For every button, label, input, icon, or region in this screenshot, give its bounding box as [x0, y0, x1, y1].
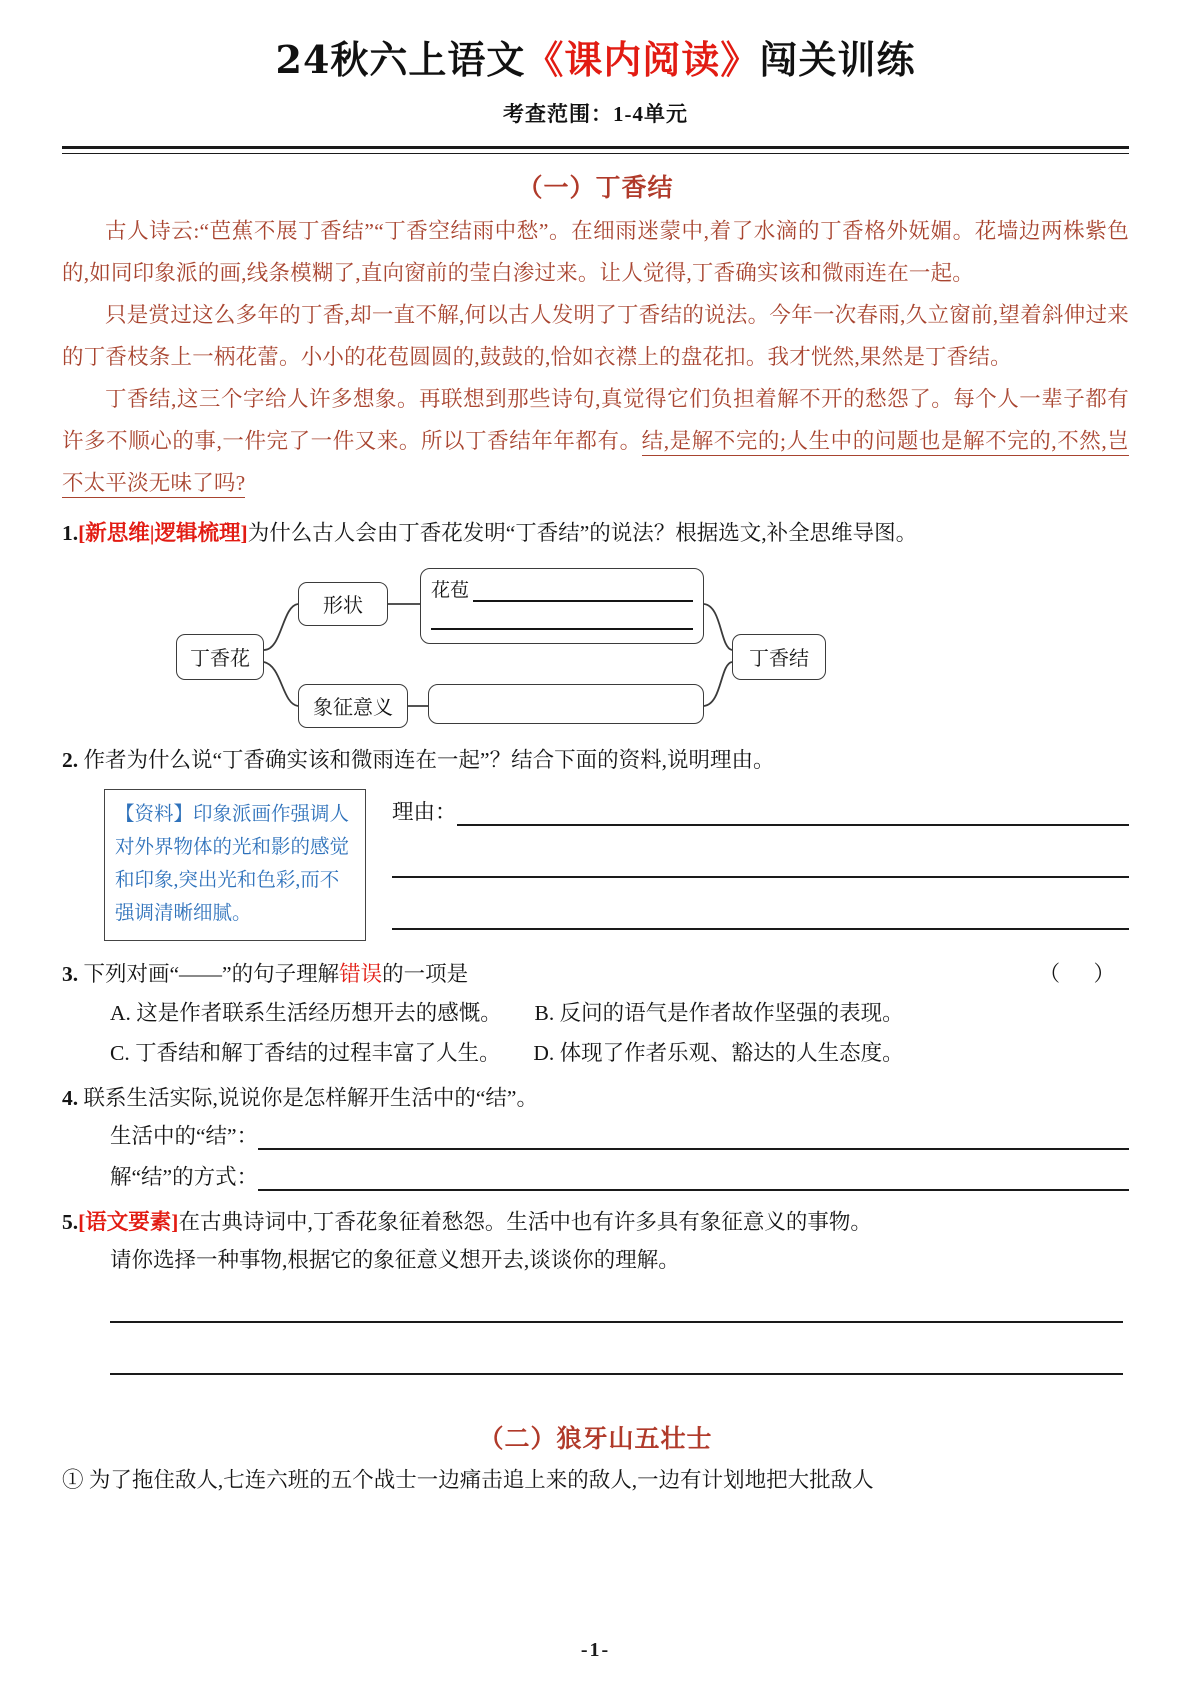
resource-label: 【资料】 [115, 803, 194, 825]
question-5-number: 5. [62, 1209, 79, 1234]
question-4-blank-1-input[interactable] [258, 1128, 1129, 1150]
question-5-blank-line[interactable] [110, 1321, 1123, 1323]
title-prefix: 24秋六上语文 [275, 37, 526, 82]
exam-scope-subtitle: 考查范围：1-4单元 [503, 101, 688, 126]
question-1 [62, 514, 1129, 552]
passage-paragraph [62, 378, 1129, 504]
reason-blank-line[interactable] [392, 928, 1129, 930]
page-title [62, 0, 1129, 84]
question-2 [62, 741, 1129, 779]
passage-body [62, 210, 1129, 504]
mindmap-answer-box-shape[interactable] [420, 568, 704, 644]
question-3-text-before: 下列对画“——”的句子理解 [83, 961, 340, 986]
passage-paragraph: 只是赏过这么多年的丁香,却一直不解,何以古人发明了丁香结的说法。今年一次春雨,久立窗前,望着斜伸过来的丁香枝条上一柄花蕾。小小的花苞圆圆的,鼓鼓的,恰如衣襟上的盘花扣。我才恍然,果然是丁香结。 [62, 302, 1129, 369]
question-3-number: 3. [62, 961, 79, 986]
option-key: C. [110, 1040, 130, 1065]
option-text[interactable]: 体现了作者乐观、豁达的人生态度。 [559, 1040, 904, 1065]
question-5-blank-line[interactable] [110, 1373, 1123, 1375]
section-two-text: 为了拖住敌人,七连六班的五个战士一边痛击追上来的敌人,一边有计划地把大批敌人 [88, 1467, 874, 1492]
reason-blank-line[interactable] [457, 802, 1129, 826]
mindmap-node-root [176, 634, 264, 680]
mindmap-blank-line[interactable] [431, 602, 693, 630]
section-one-heading: （一）丁香结 [517, 174, 674, 202]
question-5-line-1: 在古典诗词中,丁香花象征着愁怨。生活中也有许多具有象征意义的事物。 [178, 1209, 872, 1234]
question-5-tag: [语文要素] [78, 1209, 179, 1234]
mindmap-node-result [732, 634, 826, 680]
question-3-options-row [62, 993, 1129, 1033]
option-key: D. [533, 1040, 555, 1065]
reason-blank-line[interactable] [392, 876, 1129, 878]
title-suffix: 闯关训练 [759, 37, 916, 82]
reason-label: 理由： [392, 799, 457, 824]
question-4-blank-row-1 [62, 1119, 1129, 1150]
question-3-text-emphasis: 错误 [339, 961, 383, 986]
mindmap-result-label: 丁香结 [749, 648, 809, 670]
passage-underlined-text: 结,是解不完的;人生中的问题也是解不完的,不然,岂不太平淡无味了吗? [62, 429, 1129, 498]
question-4-number: 4. [62, 1085, 79, 1110]
question-4-blank-2-label: 解“结”的方式： [110, 1164, 259, 1189]
question-4-blank-1-label: 生活中的“结”： [110, 1123, 259, 1148]
mindmap-shape-label: 形状 [323, 595, 363, 617]
option-key: A. [110, 1000, 131, 1025]
mindmap-box-prefill-text: 花苞 [431, 579, 470, 601]
mindmap-node-symbol [298, 684, 408, 728]
option-text[interactable]: 丁香结和解丁香结的过程丰富了人生。 [135, 1040, 501, 1065]
title-book-name: 《课内阅读》 [525, 37, 760, 82]
question-4-text: 联系生活实际,说说你是怎样解开生活中的“结”。 [83, 1085, 538, 1110]
question-1-tag: [新思维|逻辑梳理] [78, 520, 248, 545]
question-3 [62, 955, 1129, 993]
resource-box [104, 789, 366, 941]
paragraph-marker-1: ① [62, 1467, 84, 1492]
mindmap-root-label: 丁香花 [190, 648, 250, 670]
question-1-text: 为什么古人会由丁香花发明“丁香结”的说法？根据选文,补全思维导图。 [247, 520, 918, 545]
reason-answer-block [392, 789, 1129, 930]
mindmap-diagram [170, 566, 830, 731]
passage-paragraph: 古人诗云:“芭蕉不展丁香结”“丁香空结雨中愁”。在细雨迷蒙中,着了水滴的丁香格外妩媚。花墙边两株紫色的,如同印象派的画,线条模糊了,直向窗前的莹白渗过来。让人觉得,丁香确实该和微雨连在一起。 [62, 218, 1129, 285]
mindmap-blank-line[interactable] [473, 580, 693, 602]
passage-plain-text: 丁香结,这三个字给人许多想象。再联想到那些诗句,真觉得它们负担着解不开的愁怨了。每个人一辈子都有许多不顺心的事,一件完了一件又来。所以丁香结年年都有。 [62, 386, 1129, 453]
mindmap-answer-box-symbol[interactable] [428, 684, 704, 724]
question-5 [62, 1203, 1129, 1241]
mindmap-node-shape [298, 582, 388, 626]
question-4-blank-2-input[interactable] [258, 1169, 1129, 1191]
option-key: B. [534, 1000, 555, 1025]
question-2-number: 2. [62, 747, 79, 772]
question-5-line-2-row [62, 1241, 1129, 1279]
resource-text: 印象派画作强调人对外界物体的光和影的感觉和印象,突出光和色彩,而不强调清晰细腻。 [115, 803, 350, 924]
option-text[interactable]: 反问的语气是作者故作坚强的表现。 [559, 1000, 904, 1025]
question-4-blank-row-2 [62, 1160, 1129, 1191]
header-divider [62, 146, 1129, 154]
section-two-first-line [62, 1461, 1129, 1499]
question-3-answer-bracket[interactable]: （ ） [1038, 961, 1129, 986]
question-2-text: 作者为什么说“丁香确实该和微雨连在一起”？结合下面的资料,说明理由。 [83, 747, 775, 772]
mindmap-symbol-label: 象征意义 [313, 697, 393, 719]
question-2-answer-area [62, 789, 1129, 941]
question-5-answer-lines [62, 1321, 1129, 1375]
question-3-text-after: 的一项是 [382, 961, 469, 986]
question-5-line-2: 请你选择一种事物,根据它的象征意义想开去,谈谈你的理解。 [110, 1247, 680, 1272]
section-two-heading: （二）狼牙山五壮士 [478, 1425, 713, 1453]
page-number: -1- [580, 1639, 611, 1661]
question-3-options-row [62, 1033, 1129, 1073]
question-1-number: 1. [62, 520, 79, 545]
option-text[interactable]: 这是作者联系生活经历想开去的感慨。 [136, 1000, 502, 1025]
question-4 [62, 1079, 1129, 1117]
